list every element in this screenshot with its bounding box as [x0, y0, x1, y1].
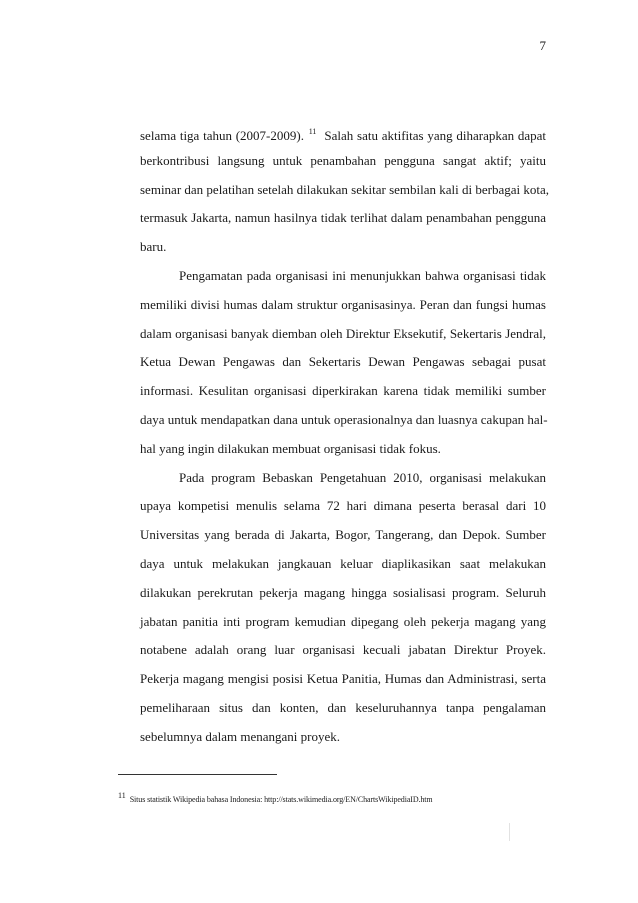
text-line: notabene adalah orang luar organisasi kecuali jabatan Direktur Proyek. — [140, 642, 546, 658]
body-text — [140, 118, 549, 752]
text-line: jabatan panitia inti program kemudian dipegang oleh pekerja magang yang — [140, 613, 546, 629]
text-line: daya untuk melakukan jangkauan keluar diaplikasikan saat melakukan — [140, 555, 546, 571]
footnote — [118, 791, 433, 804]
text-line: hal yang ingin dilakukan membuat organisasi tidak fokus. — [140, 440, 441, 456]
text-line: dalam organisasi banyak diemban oleh Direktur Eksekutif, Sekertaris Jendral, — [140, 325, 546, 341]
footnote-number: 11 — [118, 791, 126, 800]
text-line: baru. — [140, 239, 167, 255]
text-line: seminar dan pelatihan setelah dilakukan sekitar sembilan kali di berbagai kota, — [140, 181, 549, 197]
footnote-separator — [118, 774, 277, 775]
text-line: informasi. Kesulitan organisasi diperkirakan karena tidak memiliki sumber — [140, 383, 546, 399]
text-line: Pengamatan pada organisasi ini menunjukkan bahwa organisasi tidak — [179, 267, 546, 283]
text-segment: Salah satu aktifitas yang diharapkan dapat — [324, 128, 547, 143]
text-line: Pada program Bebaskan Pengetahuan 2010, organisasi melakukan — [179, 469, 546, 485]
text-line — [140, 118, 546, 147]
margin-mark — [509, 823, 510, 841]
text-line: sebelumnya dalam menangani proyek. — [140, 728, 340, 744]
text-segment: selama tiga tahun (2007-2009). — [140, 128, 304, 143]
text-line: daya untuk mendapatkan dana untuk operasionalnya dan luasnya cakupan hal- — [140, 411, 548, 427]
text-line: Ketua Dewan Pengawas dan Sekertaris Dewan Pengawas sebagai pusat — [140, 354, 546, 370]
footnote-reference: 11 — [308, 127, 317, 136]
text-line: memiliki divisi humas dalam struktur organisasinya. Peran dan fungsi humas — [140, 296, 546, 312]
text-line: termasuk Jakarta, namun hasilnya tidak terlihat dalam penambahan pengguna — [140, 210, 546, 226]
text-line: pemeliharaan situs dan konten, dan keseluruhannya tanpa pengalaman — [140, 699, 546, 715]
footnote-text: Situs statistik Wikipedia bahasa Indonesia: http://stats.wikimedia.org/EN/ChartsWikipediaID.htm — [129, 795, 433, 804]
text-line: berkontribusi langsung untuk penambahan pengguna sangat aktif; yaitu — [140, 152, 546, 168]
text-line: dilakukan perekrutan pekerja magang hingga sosialisasi program. Seluruh — [140, 584, 546, 600]
page-number: 7 — [539, 38, 546, 53]
text-line: upaya kompetisi menulis selama 72 hari dimana peserta berasal dari 10 — [140, 498, 546, 514]
text-line: Universitas yang berada di Jakarta, Bogor, Tangerang, dan Depok. Sumber — [140, 527, 546, 543]
text-line: Pekerja magang mengisi posisi Ketua Panitia, Humas dan Administrasi, serta — [140, 671, 546, 687]
